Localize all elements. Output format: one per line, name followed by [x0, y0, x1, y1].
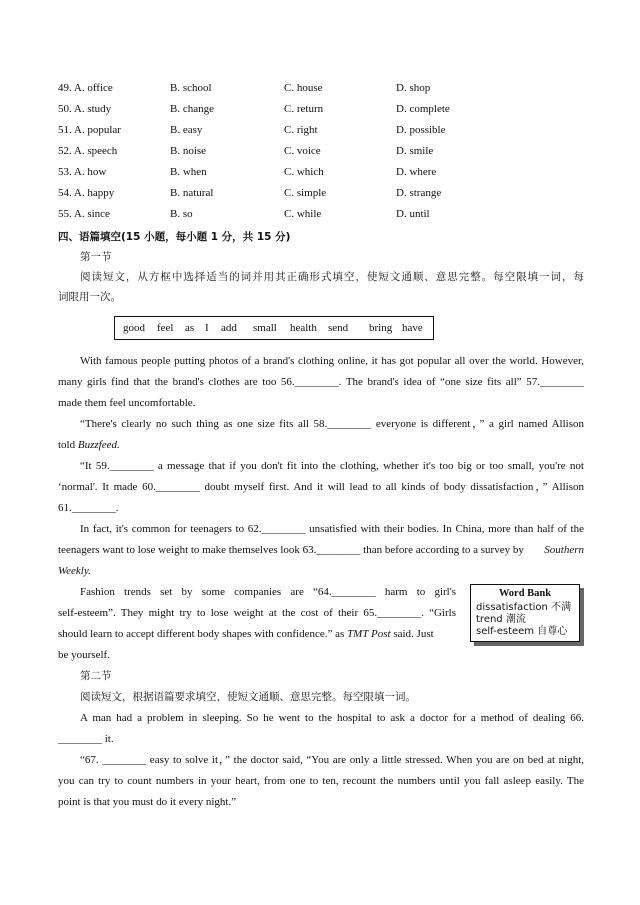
option-a: 55. A. since [58, 208, 110, 220]
passage-two-line: ________ it. [58, 733, 114, 745]
option-b: B. school [170, 82, 212, 94]
passage-one-line: In fact, it's common for teenagers to 62.________ unsatisfied with their bodies. In China, more than half of the [80, 523, 584, 535]
option-c: C. right [284, 124, 318, 136]
word-bank [470, 584, 580, 642]
word-box-item: add [221, 322, 237, 334]
option-b: B. change [170, 103, 214, 115]
word-box-item: health [290, 322, 317, 334]
passage-text: told [58, 439, 78, 451]
passage-one-line: “There's clearly no such thing as one size fits all 58.________ everyone is different，” a girl named Allison [80, 418, 584, 430]
passage-one-line [58, 436, 120, 454]
option-d: D. possible [396, 124, 446, 136]
option-a: 53. A. how [58, 166, 107, 178]
option-a: 52. A. speech [58, 145, 118, 157]
part-one-heading: 第一节 [80, 251, 112, 263]
option-d: D. strange [396, 187, 442, 199]
passage-text: teenagers want to lose weight to make themselves look 63.________ than before according to a survey by [58, 544, 524, 556]
source-name: TMT Post [347, 628, 391, 640]
passage-one-line: made them feel uncomfortable. [58, 397, 196, 409]
word-bank-entry: trend 潮流 [476, 614, 526, 625]
section-four-heading: 四、语篇填空(15 小题，每小题 1 分，共 15 分) [58, 231, 291, 243]
passage-two-line: you can try to count numbers in your heart, from one to ten, recount the numbers until you fall asleep easily. The [58, 775, 584, 787]
word-bank-entry: self-esteem 自尊心 [476, 626, 568, 637]
option-c: C. return [284, 103, 324, 115]
passage-one-line: self-esteem”. They might try to lose weight at the cost of their 65.________. “Girls [58, 607, 456, 619]
option-a: 51. A. popular [58, 124, 121, 136]
passage-one-line: With famous people putting photos of a brand's clothing online, it has got popular all over the world. However, [80, 355, 584, 367]
option-c: C. which [284, 166, 324, 178]
word-box-item: I [205, 322, 209, 334]
word-box-item: small [253, 322, 277, 334]
option-d: D. complete [396, 103, 450, 115]
passage-one-line: be yourself. [58, 649, 110, 661]
option-d: D. smile [396, 145, 434, 157]
passage-one-line [58, 625, 434, 643]
option-c: C. while [284, 208, 322, 220]
passage-two-line: A man had a problem in sleeping. So he went to the hospital to ask a doctor for a method of dealing 66. [80, 712, 584, 724]
source-name: Weekly. [58, 565, 91, 577]
option-b: B. when [170, 166, 207, 178]
option-c: C. voice [284, 145, 321, 157]
passage-one-line [58, 562, 91, 580]
option-b: B. easy [170, 124, 203, 136]
passage-one-line: ‘normal'. It made 60.________ doubt myself first. And it will lead to all kinds of body dissatisfaction，” Allison [58, 481, 584, 493]
option-d: D. until [396, 208, 430, 220]
word-box-item: feel [157, 322, 174, 334]
source-name: Buzzfeed. [77, 439, 120, 451]
passage-one-line: 61.________. [58, 502, 119, 514]
passage-two-line: point is that you must do it every night.” [58, 796, 237, 808]
word-box-item: good [123, 322, 145, 334]
source-name: Southern [544, 544, 584, 556]
passage-text: should learn to accept different body shapes with confidence.” as [58, 628, 348, 640]
part-one-instruction-cont: 词限用一次。 [58, 291, 121, 303]
part-one-instruction: 阅读短文，从方框中选择适当的词并用其正确形式填空，使短文通顺、意思完整。每空限填一词，每 [80, 271, 584, 283]
part-two-heading: 第二节 [80, 670, 112, 682]
word-box-item: send [328, 322, 349, 334]
part-two-instruction: 阅读短文，根据语篇要求填空，使短文通顺、意思完整。每空限填一词。 [80, 691, 416, 703]
passage-one-line: many girls find that the brand's clothes are too 56.________. The brand's idea of “one size fits all” 57.________ [58, 376, 584, 388]
word-bank-title: Word Bank [498, 588, 552, 599]
option-c: C. house [284, 82, 323, 94]
passage-two-line: “67. ________ easy to solve it，” the doctor said, “You are only a little stressed. When you are on bed at night, [80, 754, 584, 766]
word-box-item: have [402, 322, 423, 334]
word-box [114, 316, 434, 340]
option-a: 54. A. happy [58, 187, 115, 199]
option-b: B. noise [170, 145, 207, 157]
word-box-item: bring [369, 322, 393, 334]
word-bank-entry: dissatisfaction 不满 [476, 602, 572, 613]
passage-one-line [58, 541, 584, 559]
option-a: 49. A. office [58, 82, 113, 94]
passage-one-line: “It 59.________ a message that if you don't fit into the clothing, whether it's too big or too small, you're not [80, 460, 584, 472]
word-box-item: as [185, 322, 195, 334]
option-c: C. simple [284, 187, 327, 199]
passage-one-line: Fashion trends set by some companies are “64.________ harm to girl's [80, 586, 456, 598]
option-b: B. so [170, 208, 193, 220]
option-d: D. shop [396, 82, 431, 94]
option-b: B. natural [170, 187, 214, 199]
option-a: 50. A. study [58, 103, 112, 115]
option-d: D. where [396, 166, 437, 178]
passage-text: said. Just [390, 628, 434, 640]
